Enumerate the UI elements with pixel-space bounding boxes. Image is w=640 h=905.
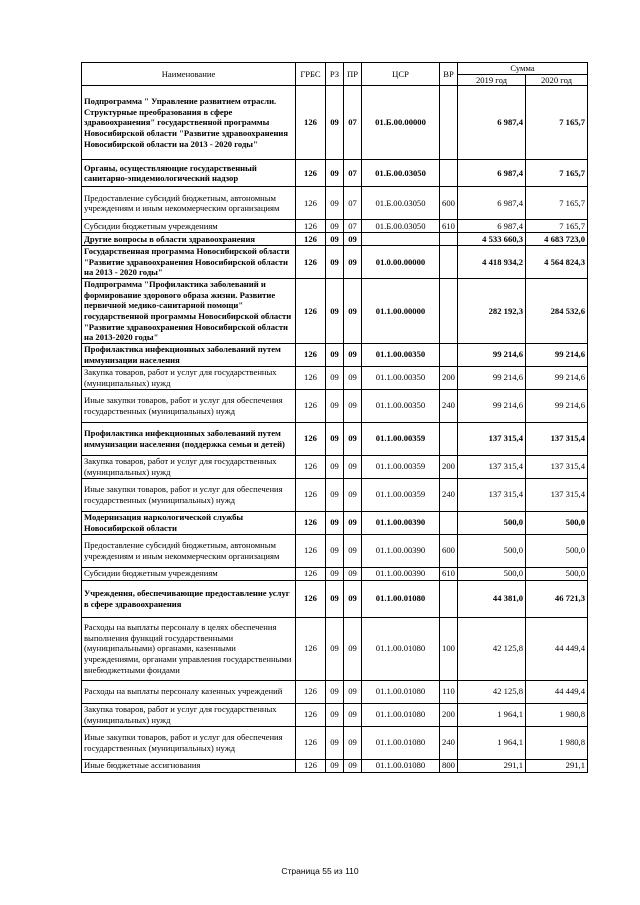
cell-grbs: 126 (296, 726, 326, 759)
cell-name: Закупка товаров, работ и услуг для государственных (муниципальных) нужд (82, 703, 296, 726)
table-row (82, 366, 588, 389)
cell-pr: 09 (344, 680, 362, 703)
cell-csr (362, 233, 440, 246)
cell-name: Органы, осуществляющие государственный санитарно-эпидемиологический надзор (82, 160, 296, 187)
cell-pr: 07 (344, 86, 362, 160)
cell-sum-2019: 137 315,4 (458, 422, 526, 455)
cell-rz: 09 (326, 759, 344, 772)
cell-pr: 09 (344, 726, 362, 759)
cell-rz: 09 (326, 567, 344, 580)
cell-sum-2020: 500,0 (526, 534, 588, 567)
cell-rz: 09 (326, 86, 344, 160)
cell-sum-2019: 6 987,4 (458, 160, 526, 187)
cell-grbs: 126 (296, 422, 326, 455)
cell-name: Профилактика инфекционных заболеваний путем иммунизации населения (поддержка семьи и детей) (82, 422, 296, 455)
cell-pr: 09 (344, 534, 362, 567)
cell-pr: 09 (344, 759, 362, 772)
cell-name: Подпрограмма " Управление развитием отрасли. Структурные преобразования в сфере здравоохранения" государственной программы Новосибирской области "Развитие здравоохранения Новосибирской области на 2013 - 2020 годы" (82, 86, 296, 160)
table-row (82, 86, 588, 160)
cell-vr: 240 (440, 389, 458, 422)
cell-name: Закупка товаров, работ и услуг для государственных (муниципальных) нужд (82, 366, 296, 389)
cell-sum-2020: 7 165,7 (526, 187, 588, 220)
cell-name: Закупка товаров, работ и услуг для государственных (муниципальных) нужд (82, 455, 296, 478)
cell-vr: 600 (440, 187, 458, 220)
table-row (82, 160, 588, 187)
cell-pr: 09 (344, 246, 362, 279)
cell-name: Модернизация наркологической службы Новосибирской области (82, 511, 296, 534)
cell-pr: 09 (344, 389, 362, 422)
table-row (82, 422, 588, 455)
cell-sum-2020: 500,0 (526, 567, 588, 580)
table-header (82, 63, 588, 86)
header-year-2019: 2019 год (458, 74, 526, 86)
cell-csr: 01.1.00.00390 (362, 567, 440, 580)
cell-pr: 09 (344, 478, 362, 511)
cell-vr (440, 580, 458, 617)
cell-sum-2020: 137 315,4 (526, 422, 588, 455)
cell-sum-2019: 42 125,8 (458, 680, 526, 703)
cell-name: Другие вопросы в области здравоохранения (82, 233, 296, 246)
cell-csr: 01.1.00.01080 (362, 726, 440, 759)
cell-grbs: 126 (296, 617, 326, 680)
cell-name: Расходы на выплаты персоналу казенных учреждений (82, 680, 296, 703)
table-row (82, 246, 588, 279)
cell-name: Государственная программа Новосибирской области "Развитие здравоохранения Новосибирской области на 2013 - 2020 годы" (82, 246, 296, 279)
cell-csr: 01.1.00.01080 (362, 617, 440, 680)
cell-sum-2020: 137 315,4 (526, 478, 588, 511)
cell-rz: 09 (326, 187, 344, 220)
cell-csr: 01.1.00.01080 (362, 580, 440, 617)
cell-grbs: 126 (296, 220, 326, 233)
cell-rz: 09 (326, 220, 344, 233)
cell-rz: 09 (326, 343, 344, 366)
cell-vr: 610 (440, 220, 458, 233)
cell-vr (440, 233, 458, 246)
cell-rz: 09 (326, 233, 344, 246)
cell-grbs: 126 (296, 86, 326, 160)
table-row (82, 703, 588, 726)
cell-sum-2020: 99 214,6 (526, 389, 588, 422)
table-row (82, 759, 588, 772)
cell-csr: 01.0.00.00000 (362, 246, 440, 279)
cell-grbs: 126 (296, 534, 326, 567)
cell-vr: 240 (440, 478, 458, 511)
cell-sum-2019: 1 964,1 (458, 703, 526, 726)
table-row (82, 455, 588, 478)
cell-name: Подпрограмма "Профилактика заболеваний и формирование здорового образа жизни. Развитие первичной медико-санитарной помощи" государственной программы Новосибирской области "Развитие здравоохранения Новосибирской области на 2013-2020 годы" (82, 279, 296, 344)
cell-rz: 09 (326, 455, 344, 478)
cell-grbs: 126 (296, 455, 326, 478)
cell-vr: 200 (440, 366, 458, 389)
cell-csr: 01.1.00.00390 (362, 534, 440, 567)
cell-csr: 01.1.00.00359 (362, 422, 440, 455)
cell-grbs: 126 (296, 366, 326, 389)
cell-sum-2020: 4 683 723,0 (526, 233, 588, 246)
cell-sum-2019: 137 315,4 (458, 455, 526, 478)
cell-sum-2020: 284 532,6 (526, 279, 588, 344)
cell-vr (440, 160, 458, 187)
cell-csr: 01.1.00.01080 (362, 703, 440, 726)
cell-sum-2020: 7 165,7 (526, 220, 588, 233)
cell-sum-2020: 99 214,6 (526, 366, 588, 389)
cell-sum-2020: 500,0 (526, 511, 588, 534)
table-row (82, 389, 588, 422)
cell-vr (440, 422, 458, 455)
cell-pr: 09 (344, 422, 362, 455)
cell-rz: 09 (326, 160, 344, 187)
cell-sum-2019: 1 964,1 (458, 726, 526, 759)
cell-vr: 200 (440, 703, 458, 726)
cell-pr: 09 (344, 455, 362, 478)
cell-csr: 01.1.00.00390 (362, 511, 440, 534)
cell-grbs: 126 (296, 343, 326, 366)
cell-rz: 09 (326, 511, 344, 534)
cell-sum-2019: 44 381,0 (458, 580, 526, 617)
cell-name: Иные закупки товаров, работ и услуг для обеспечения государственных (муниципальных) нужд (82, 726, 296, 759)
table-row (82, 534, 588, 567)
cell-grbs: 126 (296, 478, 326, 511)
cell-pr: 09 (344, 343, 362, 366)
cell-pr: 09 (344, 703, 362, 726)
cell-sum-2019: 6 987,4 (458, 86, 526, 160)
cell-grbs: 126 (296, 680, 326, 703)
cell-sum-2019: 99 214,6 (458, 343, 526, 366)
cell-vr: 600 (440, 534, 458, 567)
cell-name: Иные закупки товаров, работ и услуг для обеспечения государственных (муниципальных) нужд (82, 478, 296, 511)
cell-grbs: 126 (296, 187, 326, 220)
header-pr: ПР (344, 63, 362, 86)
cell-csr: 01.1.00.01080 (362, 759, 440, 772)
cell-pr: 07 (344, 220, 362, 233)
cell-vr (440, 511, 458, 534)
cell-rz: 09 (326, 389, 344, 422)
cell-rz: 09 (326, 703, 344, 726)
cell-csr: 01.1.00.00359 (362, 455, 440, 478)
cell-name: Иные бюджетные ассигнования (82, 759, 296, 772)
cell-csr: 01.1.00.00350 (362, 343, 440, 366)
cell-rz: 09 (326, 534, 344, 567)
cell-rz: 09 (326, 279, 344, 344)
table-row (82, 187, 588, 220)
cell-name: Субсидии бюджетным учреждениям (82, 567, 296, 580)
cell-csr: 01.1.00.00000 (362, 279, 440, 344)
cell-name: Учреждения, обеспечивающие предоставление услуг в сфере здравоохранения (82, 580, 296, 617)
cell-rz: 09 (326, 478, 344, 511)
cell-sum-2020: 7 165,7 (526, 86, 588, 160)
cell-sum-2019: 99 214,6 (458, 366, 526, 389)
cell-vr (440, 279, 458, 344)
cell-sum-2019: 500,0 (458, 567, 526, 580)
cell-vr: 610 (440, 567, 458, 580)
cell-csr: 01.1.00.00350 (362, 389, 440, 422)
cell-rz: 09 (326, 680, 344, 703)
table-row (82, 220, 588, 233)
header-sum: Сумма (458, 63, 588, 75)
cell-grbs: 126 (296, 703, 326, 726)
cell-pr: 09 (344, 567, 362, 580)
cell-vr (440, 246, 458, 279)
table-row (82, 680, 588, 703)
cell-sum-2019: 500,0 (458, 534, 526, 567)
cell-vr: 200 (440, 455, 458, 478)
cell-pr: 09 (344, 580, 362, 617)
budget-table (81, 62, 588, 773)
cell-vr: 240 (440, 726, 458, 759)
table-row (82, 233, 588, 246)
table-row (82, 511, 588, 534)
cell-csr: 01.Б.00.03050 (362, 160, 440, 187)
header-grbs: ГРБС (296, 63, 326, 86)
cell-rz: 09 (326, 726, 344, 759)
header-rz: РЗ (326, 63, 344, 86)
cell-vr: 110 (440, 680, 458, 703)
cell-sum-2019: 282 192,3 (458, 279, 526, 344)
cell-vr: 100 (440, 617, 458, 680)
cell-csr: 01.1.00.01080 (362, 680, 440, 703)
header-name: Наименование (82, 63, 296, 86)
cell-vr (440, 343, 458, 366)
cell-grbs: 126 (296, 279, 326, 344)
cell-sum-2020: 137 315,4 (526, 455, 588, 478)
cell-pr: 09 (344, 279, 362, 344)
cell-name: Профилактика инфекционных заболеваний путем иммунизации населения (82, 343, 296, 366)
cell-csr: 01.1.00.00350 (362, 366, 440, 389)
cell-grbs: 126 (296, 246, 326, 279)
cell-grbs: 126 (296, 511, 326, 534)
cell-grbs: 126 (296, 567, 326, 580)
cell-sum-2019: 6 987,4 (458, 220, 526, 233)
cell-csr: 01.1.00.00359 (362, 478, 440, 511)
cell-name: Предоставление субсидий бюджетным, автономным учреждениям и иным некоммерческим организациям (82, 534, 296, 567)
header-vr: ВР (440, 63, 458, 86)
cell-sum-2019: 4 418 934,2 (458, 246, 526, 279)
cell-csr: 01.Б.00.00000 (362, 86, 440, 160)
cell-sum-2020: 291,1 (526, 759, 588, 772)
cell-sum-2020: 1 980,8 (526, 726, 588, 759)
cell-pr: 09 (344, 233, 362, 246)
cell-name: Субсидии бюджетным учреждениям (82, 220, 296, 233)
cell-sum-2019: 99 214,6 (458, 389, 526, 422)
table-row (82, 726, 588, 759)
cell-pr: 07 (344, 187, 362, 220)
cell-sum-2020: 1 980,8 (526, 703, 588, 726)
table-row (82, 617, 588, 680)
table-row (82, 478, 588, 511)
cell-pr: 09 (344, 617, 362, 680)
cell-sum-2020: 7 165,7 (526, 160, 588, 187)
table-row (82, 567, 588, 580)
cell-pr: 07 (344, 160, 362, 187)
cell-rz: 09 (326, 246, 344, 279)
cell-sum-2019: 42 125,8 (458, 617, 526, 680)
cell-grbs: 126 (296, 389, 326, 422)
table-row (82, 279, 588, 344)
cell-pr: 09 (344, 511, 362, 534)
cell-grbs: 126 (296, 233, 326, 246)
cell-csr: 01.Б.00.03050 (362, 220, 440, 233)
cell-csr: 01.Б.00.03050 (362, 187, 440, 220)
cell-vr: 800 (440, 759, 458, 772)
cell-sum-2020: 4 564 824,3 (526, 246, 588, 279)
cell-sum-2019: 6 987,4 (458, 187, 526, 220)
page-number: Страница 55 из 110 (281, 866, 359, 876)
table-row (82, 343, 588, 366)
cell-rz: 09 (326, 617, 344, 680)
cell-sum-2019: 137 315,4 (458, 478, 526, 511)
cell-name: Предоставление субсидий бюджетным, автономным учреждениям и иным некоммерческим организациям (82, 187, 296, 220)
cell-sum-2019: 4 533 660,3 (458, 233, 526, 246)
header-year-2020: 2020 год (526, 74, 588, 86)
cell-vr (440, 86, 458, 160)
cell-grbs: 126 (296, 759, 326, 772)
cell-pr: 09 (344, 366, 362, 389)
cell-sum-2020: 99 214,6 (526, 343, 588, 366)
cell-sum-2020: 44 449,4 (526, 617, 588, 680)
cell-rz: 09 (326, 366, 344, 389)
cell-grbs: 126 (296, 580, 326, 617)
cell-sum-2019: 500,0 (458, 511, 526, 534)
cell-rz: 09 (326, 580, 344, 617)
cell-sum-2020: 44 449,4 (526, 680, 588, 703)
table-body (82, 86, 588, 773)
cell-rz: 09 (326, 422, 344, 455)
table-row (82, 580, 588, 617)
cell-grbs: 126 (296, 160, 326, 187)
header-csr: ЦСР (362, 63, 440, 86)
cell-sum-2020: 46 721,3 (526, 580, 588, 617)
cell-name: Расходы на выплаты персоналу в целях обеспечения выполнения функций государственными (муниципальными) органами, казенными учреждениями, органами управления государственными внебюджетными фондами (82, 617, 296, 680)
cell-name: Иные закупки товаров, работ и услуг для обеспечения государственных (муниципальных) нужд (82, 389, 296, 422)
cell-sum-2019: 291,1 (458, 759, 526, 772)
